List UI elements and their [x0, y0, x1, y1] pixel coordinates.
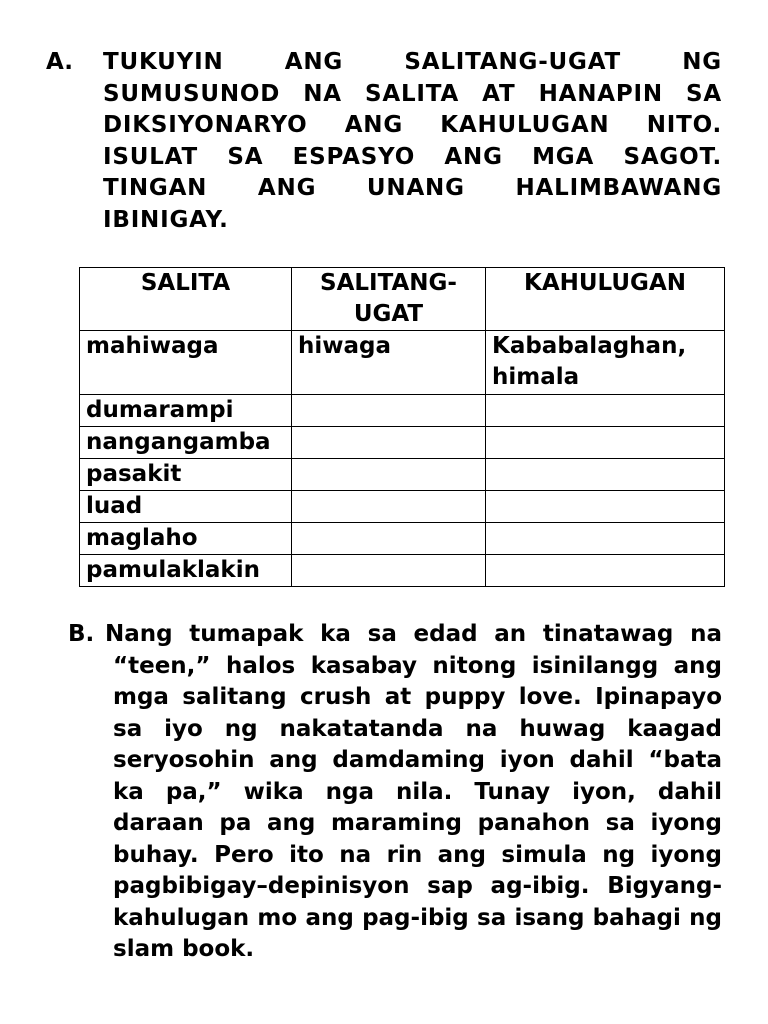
cell-salita: maglaho	[80, 523, 292, 555]
cell-kahulugan: Kababalaghan, himala	[486, 331, 725, 395]
table-row	[80, 555, 725, 587]
cell-salita: pasakit	[80, 459, 292, 491]
table-row	[80, 331, 725, 395]
table-row	[80, 427, 725, 459]
section-b-marker: B.	[68, 621, 95, 647]
cell-salita: pamulaklakin	[80, 555, 292, 587]
cell-salitang-ugat[interactable]	[292, 459, 486, 491]
cell-salitang-ugat[interactable]	[292, 395, 486, 427]
cell-salita: nangangamba	[80, 427, 292, 459]
cell-salita: luad	[80, 491, 292, 523]
cell-salitang-ugat[interactable]	[292, 555, 486, 587]
cell-salitang-ugat[interactable]	[292, 523, 486, 555]
cell-kahulugan[interactable]	[486, 395, 725, 427]
section-b	[68, 619, 722, 966]
cell-salitang-ugat[interactable]	[292, 491, 486, 523]
section-a-marker: A.	[46, 49, 73, 75]
table-row	[80, 491, 725, 523]
section-b-paragraph: Nang tumapak ka sa edad an tinatawag na “teen,” halos kasabay nitong isinilangg ang mga salitang crush at puppy love. Ipinapayo sa iyo ng nakatatanda na huwag kaagad seryosohin ang damdaming iyon dahil “bata ka pa,” wika nga nila. Tunay iyon, dahil daraan pa ang maraming panahon sa iyong buhay. Pero ito na rin ang simula ng iyong pagbibigay–depinisyon sap ag-ibig. Bigyang-kahulugan mo ang pag-ibig sa isang bahagi ng slam book.	[105, 621, 722, 962]
table-row	[80, 395, 725, 427]
table-row	[80, 523, 725, 555]
table-row	[80, 459, 725, 491]
section-a	[46, 47, 722, 236]
cell-kahulugan[interactable]	[486, 555, 725, 587]
cell-kahulugan[interactable]	[486, 427, 725, 459]
table-header-row	[80, 268, 725, 331]
cell-salitang-ugat: hiwaga	[292, 331, 486, 395]
cell-salita: dumarampi	[80, 395, 292, 427]
cell-kahulugan[interactable]	[486, 459, 725, 491]
header-kahulugan: KAHULUGAN	[486, 268, 725, 331]
cell-kahulugan[interactable]	[486, 523, 725, 555]
cell-kahulugan[interactable]	[486, 491, 725, 523]
vocabulary-table	[79, 267, 725, 587]
cell-salita: mahiwaga	[80, 331, 292, 395]
section-a-instruction: TUKUYIN ANG SALITANG-UGAT NG SUMUSUNOD NA SALITA AT HANAPIN SA DIKSIYONARYO ANG KAHULUGAN NITO. ISULAT SA ESPASYO ANG MGA SAGOT. TINGAN ANG UNANG HALIMBAWANG IBINIGAY.	[103, 49, 722, 233]
header-salitang-ugat: SALITANG-UGAT	[292, 268, 486, 331]
header-salita: SALITA	[80, 268, 292, 331]
cell-salitang-ugat[interactable]	[292, 427, 486, 459]
